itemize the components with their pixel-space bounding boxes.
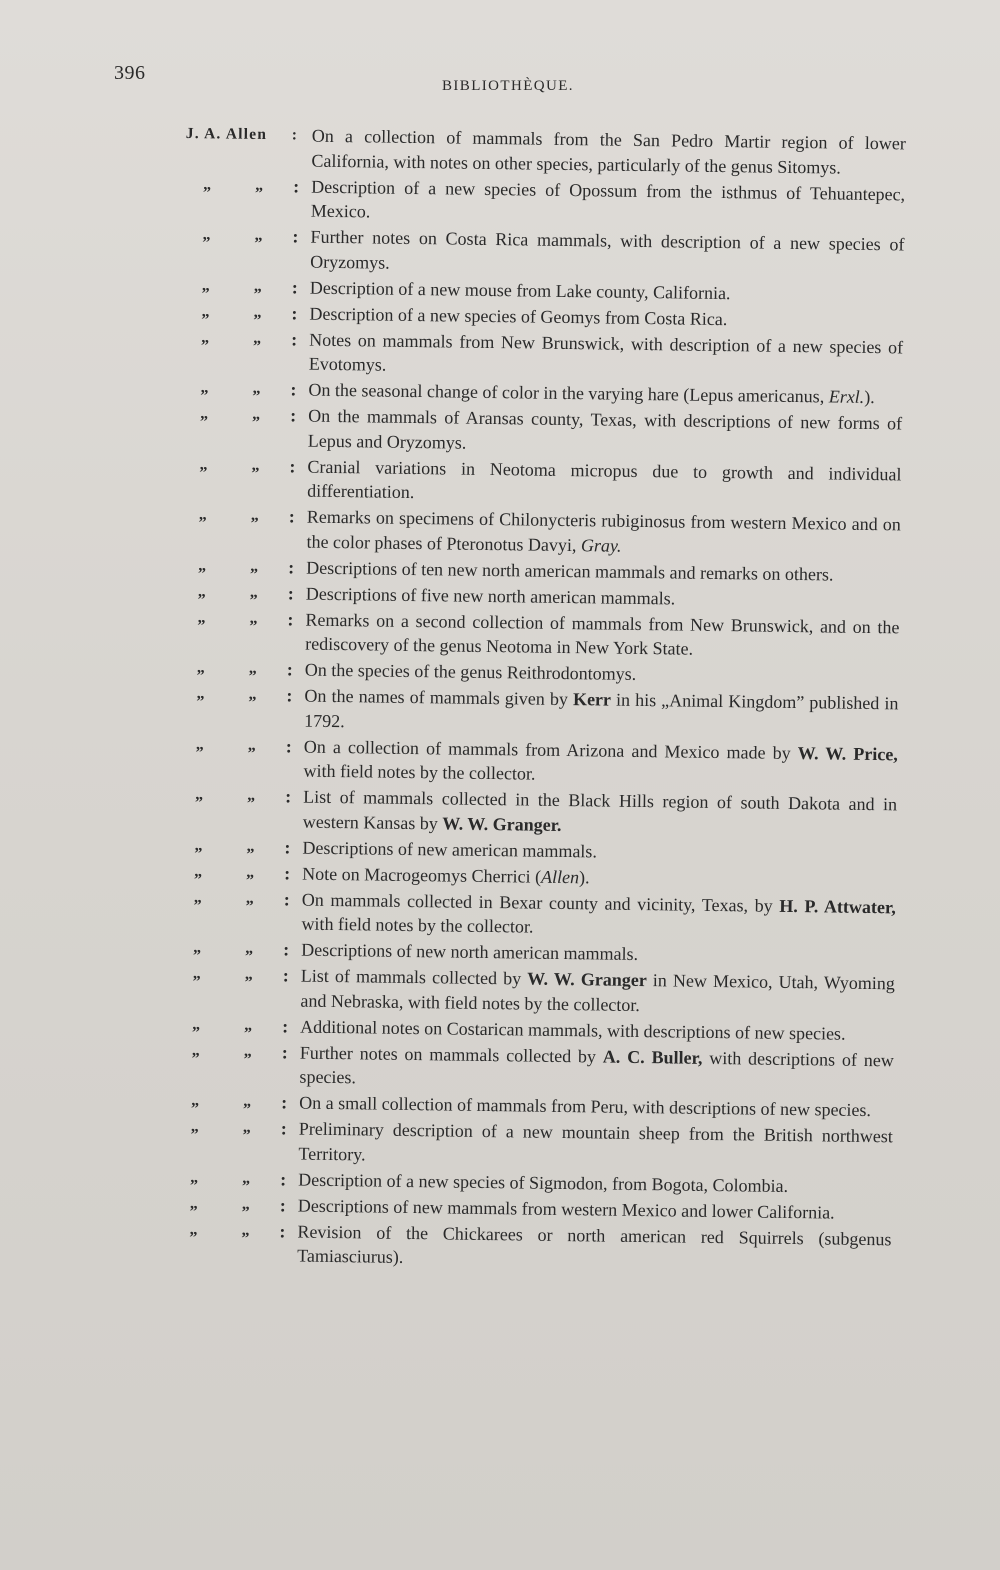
entry-ditto-author bbox=[175, 936, 301, 962]
entry-title bbox=[310, 225, 915, 282]
entry-ditto-author bbox=[173, 1089, 299, 1115]
entry-title bbox=[308, 404, 913, 461]
title-text: ). bbox=[578, 866, 590, 887]
ditto-mark: „ bbox=[191, 1041, 200, 1059]
ditto-mark: „ bbox=[195, 786, 204, 804]
title-text: Description of a new mouse from Lake county, California. bbox=[309, 277, 731, 303]
person-name: W. W. Granger. bbox=[442, 812, 562, 835]
entry-ditto-author bbox=[171, 1217, 297, 1243]
title-text: Notes on mammals from New Brunswick, with description of a new species of Evotomys. bbox=[308, 329, 904, 375]
entry-ditto-author bbox=[172, 1191, 298, 1217]
entry-ditto-author bbox=[174, 1012, 300, 1038]
ditto-mark: „ bbox=[196, 685, 205, 703]
title-text: Descriptions of ten new north american mammals and remarks on others. bbox=[306, 557, 834, 585]
person-name: W. W. Granger bbox=[527, 968, 647, 991]
entry-ditto-author bbox=[181, 503, 307, 529]
title-text: Description of a new species of Opossum from the isthmus of Tehuantepec, Mexico. bbox=[310, 176, 906, 222]
person-name: Kerr bbox=[572, 689, 612, 710]
bibliography-entry bbox=[182, 402, 913, 461]
title-text: Descriptions of five new north american mammals. bbox=[305, 583, 676, 608]
author-separator: : bbox=[285, 786, 292, 807]
ditto-mark: „ bbox=[253, 329, 262, 347]
bibliography-entry bbox=[174, 962, 905, 1021]
ditto-mark: „ bbox=[197, 582, 206, 600]
author-separator: : bbox=[291, 328, 298, 349]
ditto-mark: „ bbox=[192, 1015, 201, 1033]
author-separator: : bbox=[290, 379, 297, 400]
ditto-mark: „ bbox=[194, 862, 203, 880]
bibliography-entry bbox=[173, 1038, 904, 1097]
entry-ditto-author bbox=[183, 325, 309, 351]
bibliography-entry bbox=[180, 503, 911, 562]
ditto-mark: „ bbox=[201, 328, 210, 346]
title-text: Revision of the Chickarees or north american red Squirrels (subgenus Tamiasciurus). bbox=[297, 1221, 892, 1267]
title-text: Descriptions of new north american mammals. bbox=[301, 939, 639, 964]
author-separator: : bbox=[288, 556, 295, 577]
ditto-mark: „ bbox=[253, 277, 262, 295]
title-text: On the mammals of Aransas county, Texas, with descriptions of new forms of Lepus and Oryzomys. bbox=[307, 405, 903, 453]
entry-ditto-author bbox=[174, 1038, 300, 1064]
ditto-mark: „ bbox=[242, 1118, 251, 1136]
ditto-mark: „ bbox=[243, 1092, 252, 1110]
ditto-mark: „ bbox=[197, 608, 206, 626]
entry-ditto-author bbox=[178, 732, 304, 758]
title-text: List of mammals collected by bbox=[300, 965, 528, 989]
title-text: Descriptions of new american mammals. bbox=[302, 837, 598, 861]
entry-ditto-author bbox=[180, 579, 306, 605]
author-separator: : bbox=[285, 735, 292, 756]
title-text: On a small collection of mammals from Peru, with descriptions of new species. bbox=[299, 1092, 872, 1121]
author-separator: : bbox=[280, 1118, 287, 1139]
bibliography-entry bbox=[185, 122, 916, 181]
entry-ditto-author bbox=[179, 605, 305, 631]
author-separator: : bbox=[283, 939, 290, 960]
title-text: On mammals collected in Bexar county and vicinity, Texas, by bbox=[301, 889, 780, 916]
ditto-mark: „ bbox=[192, 965, 201, 983]
entry-title bbox=[306, 505, 911, 562]
entry-ditto-author bbox=[176, 833, 302, 859]
entry-title bbox=[297, 1219, 902, 1276]
ditto-mark: „ bbox=[255, 176, 264, 194]
ditto-mark: „ bbox=[201, 302, 210, 320]
entry-title bbox=[307, 454, 912, 511]
title-text: On a collection of mammals from the San Pedro Martir region of lower California, with notes on other species, particularly of the genus Sitomys. bbox=[311, 125, 906, 178]
entry-ditto-author bbox=[178, 682, 304, 708]
author-separator: : bbox=[292, 226, 299, 247]
entry-ditto-author bbox=[185, 172, 311, 198]
italic-text: Erxl. bbox=[828, 386, 865, 407]
running-title: BIBLIOTHÈQUE. bbox=[442, 78, 574, 94]
entry-title bbox=[309, 327, 914, 384]
entry-title bbox=[298, 1117, 903, 1174]
entry-ditto-author bbox=[172, 1165, 298, 1191]
bibliography-entry bbox=[181, 452, 912, 511]
italic-text: Gray. bbox=[580, 534, 622, 556]
author-separator: : bbox=[291, 126, 299, 144]
ditto-mark: „ bbox=[241, 1221, 250, 1239]
ditto-mark: „ bbox=[241, 1195, 250, 1213]
ditto-mark: „ bbox=[248, 685, 257, 703]
ditto-mark: „ bbox=[247, 736, 256, 754]
entry-title bbox=[304, 684, 909, 741]
ditto-mark: „ bbox=[245, 939, 254, 957]
author-separator: : bbox=[288, 506, 295, 527]
title-text: On a collection of mammals from Arizona and Mexico made by bbox=[303, 736, 798, 763]
ditto-mark: „ bbox=[252, 379, 261, 397]
author-separator: : bbox=[290, 405, 297, 426]
entry-ditto-author bbox=[173, 1115, 299, 1141]
ditto-mark: „ bbox=[246, 837, 255, 855]
author-separator: : bbox=[286, 659, 293, 680]
entry-ditto-author bbox=[175, 962, 301, 988]
ditto-mark: „ bbox=[246, 863, 255, 881]
ditto-mark: „ bbox=[244, 965, 253, 983]
author-separator: : bbox=[287, 582, 294, 603]
ditto-mark: „ bbox=[191, 1092, 200, 1110]
title-text: On the seasonal change of color in the varying hare (Lepus americanus, bbox=[308, 379, 829, 407]
ditto-mark: „ bbox=[250, 506, 259, 524]
ditto-mark: „ bbox=[249, 609, 258, 627]
author-separator: : bbox=[289, 455, 296, 476]
title-text: with descriptions of new species. bbox=[299, 1047, 894, 1088]
ditto-mark: „ bbox=[254, 226, 263, 245]
author-separator: : bbox=[293, 175, 300, 196]
ditto-mark: „ bbox=[193, 939, 202, 957]
ditto-mark: „ bbox=[203, 175, 212, 193]
ditto-mark: „ bbox=[243, 1042, 252, 1060]
author-name: J. A. Allen bbox=[185, 124, 268, 144]
bibliography-list bbox=[171, 122, 916, 1277]
author-separator: : bbox=[280, 1168, 287, 1189]
person-name: A. C. Buller, bbox=[602, 1046, 703, 1068]
title-text: Descriptions of new mammals from western Mexico and lower California. bbox=[297, 1195, 835, 1223]
title-text: in New Mexico, Utah, Wyoming and Nebraska, with field notes by the collector. bbox=[300, 970, 895, 1015]
bibliography-entry bbox=[171, 1217, 902, 1276]
ditto-mark: „ bbox=[249, 583, 258, 601]
person-name: W. W. Price, bbox=[797, 742, 898, 764]
ditto-mark: „ bbox=[190, 1118, 199, 1136]
author-separator: : bbox=[287, 608, 294, 629]
title-text: Remarks on a second collection of mammals from New Brunswick, and on the rediscovery of the genus Neotoma in New York State. bbox=[305, 609, 900, 659]
ditto-mark: „ bbox=[193, 888, 202, 906]
title-text: Further notes on Costa Rica mammals, with description of a new species of Oryzomys. bbox=[310, 226, 905, 273]
ditto-mark: „ bbox=[250, 557, 259, 575]
person-name: H. P. Attwater, bbox=[779, 895, 896, 917]
entry-title bbox=[299, 1040, 904, 1097]
ditto-mark: „ bbox=[253, 303, 262, 321]
author-separator: : bbox=[291, 302, 298, 323]
entry-title bbox=[305, 607, 910, 664]
author-separator: : bbox=[283, 888, 290, 909]
entry-title bbox=[301, 887, 906, 944]
title-text: On the names of mammals given by bbox=[304, 685, 574, 710]
author-separator: : bbox=[286, 685, 293, 706]
title-text: Cranial variations in Neotoma micropus due to growth and individual differentiation. bbox=[307, 456, 902, 503]
title-text: Description of a new species of Sigmodon, from Bogota, Colombia. bbox=[298, 1169, 789, 1196]
entry-ditto-author bbox=[183, 299, 309, 325]
ditto-mark: „ bbox=[248, 659, 257, 677]
entry-ditto-author bbox=[184, 273, 310, 299]
ditto-mark: „ bbox=[199, 455, 208, 473]
title-text: Remarks on specimens of Chilonycteris rubiginosus from western Mexico and on the color phases of Pteronotus Davyi, bbox=[306, 506, 901, 555]
title-text: in his „Animal Kingdom” published in 1792. bbox=[304, 689, 899, 731]
title-text: Note on Macrogeomys Cherrici ( bbox=[302, 863, 542, 887]
entry-ditto-author bbox=[179, 656, 305, 682]
title-text: ). bbox=[864, 386, 875, 408]
entry-title bbox=[303, 785, 908, 842]
author-separator: : bbox=[282, 1015, 289, 1036]
author-separator: : bbox=[281, 1041, 288, 1062]
author-separator: : bbox=[291, 276, 298, 297]
author-separator: : bbox=[279, 1220, 286, 1241]
ditto-mark: „ bbox=[200, 379, 209, 397]
title-text: Preliminary description of a new mountain sheep from the British northwest Territory. bbox=[298, 1118, 893, 1164]
title-text: Further notes on mammals collected by bbox=[299, 1042, 604, 1067]
ditto-mark: „ bbox=[196, 659, 205, 677]
entry-ditto-author bbox=[176, 859, 302, 885]
entry-ditto-author bbox=[182, 376, 308, 402]
ditto-mark: „ bbox=[202, 226, 211, 244]
entry-title bbox=[311, 174, 916, 231]
entry-ditto-author bbox=[176, 885, 302, 911]
ditto-mark: „ bbox=[242, 1169, 251, 1187]
bibliography-entry bbox=[177, 732, 908, 791]
entry-ditto-author bbox=[177, 783, 303, 809]
author-separator: : bbox=[284, 862, 291, 883]
bibliography-entry bbox=[178, 682, 909, 741]
italic-text: Allen bbox=[540, 866, 580, 887]
title-text: On the species of the genus Reithrodontomys. bbox=[304, 659, 637, 684]
ditto-mark: „ bbox=[198, 556, 207, 574]
entry-ditto-author bbox=[184, 223, 310, 249]
ditto-mark: „ bbox=[247, 786, 256, 804]
bibliography-entry bbox=[184, 223, 915, 282]
bibliography-entry bbox=[175, 885, 906, 944]
ditto-mark: „ bbox=[244, 1016, 253, 1034]
author-separator: : bbox=[279, 1194, 286, 1215]
author-separator: : bbox=[284, 836, 291, 857]
title-text: Additional notes on Costarican mammals, with descriptions of new species. bbox=[300, 1016, 846, 1044]
ditto-mark: „ bbox=[189, 1194, 198, 1212]
page-number: 396 bbox=[114, 62, 146, 84]
ditto-mark: „ bbox=[189, 1220, 198, 1238]
entry-title bbox=[303, 734, 908, 791]
entry-title bbox=[300, 964, 905, 1021]
bibliography-entry bbox=[185, 172, 916, 231]
author-separator: : bbox=[282, 965, 289, 986]
title-text: List of mammals collected in the Black Hills region of south Dakota and in western Kansas by bbox=[302, 786, 898, 833]
ditto-mark: „ bbox=[200, 405, 209, 423]
entry-author bbox=[186, 122, 312, 148]
title-text: with field notes by the collector. bbox=[303, 760, 536, 784]
title-text: with field notes by the collector. bbox=[301, 913, 534, 937]
ditto-mark: „ bbox=[201, 276, 210, 294]
ditto-mark: „ bbox=[252, 405, 261, 423]
entry-ditto-author bbox=[181, 452, 307, 478]
ditto-mark: „ bbox=[195, 735, 204, 753]
author-separator: : bbox=[281, 1092, 288, 1113]
entry-ditto-author bbox=[180, 553, 306, 579]
entry-title bbox=[311, 124, 916, 181]
ditto-mark: „ bbox=[251, 456, 260, 474]
ditto-mark: „ bbox=[194, 836, 203, 854]
entry-ditto-author bbox=[182, 402, 308, 428]
bibliography-entry bbox=[177, 783, 908, 842]
bibliography-entry bbox=[183, 325, 914, 384]
bibliography-entry bbox=[179, 605, 910, 664]
ditto-mark: „ bbox=[198, 506, 207, 524]
bibliography-entry bbox=[172, 1115, 903, 1174]
ditto-mark: „ bbox=[190, 1168, 199, 1186]
title-text: Description of a new species of Geomys from Costa Rica. bbox=[309, 303, 728, 329]
ditto-mark: „ bbox=[245, 889, 254, 907]
